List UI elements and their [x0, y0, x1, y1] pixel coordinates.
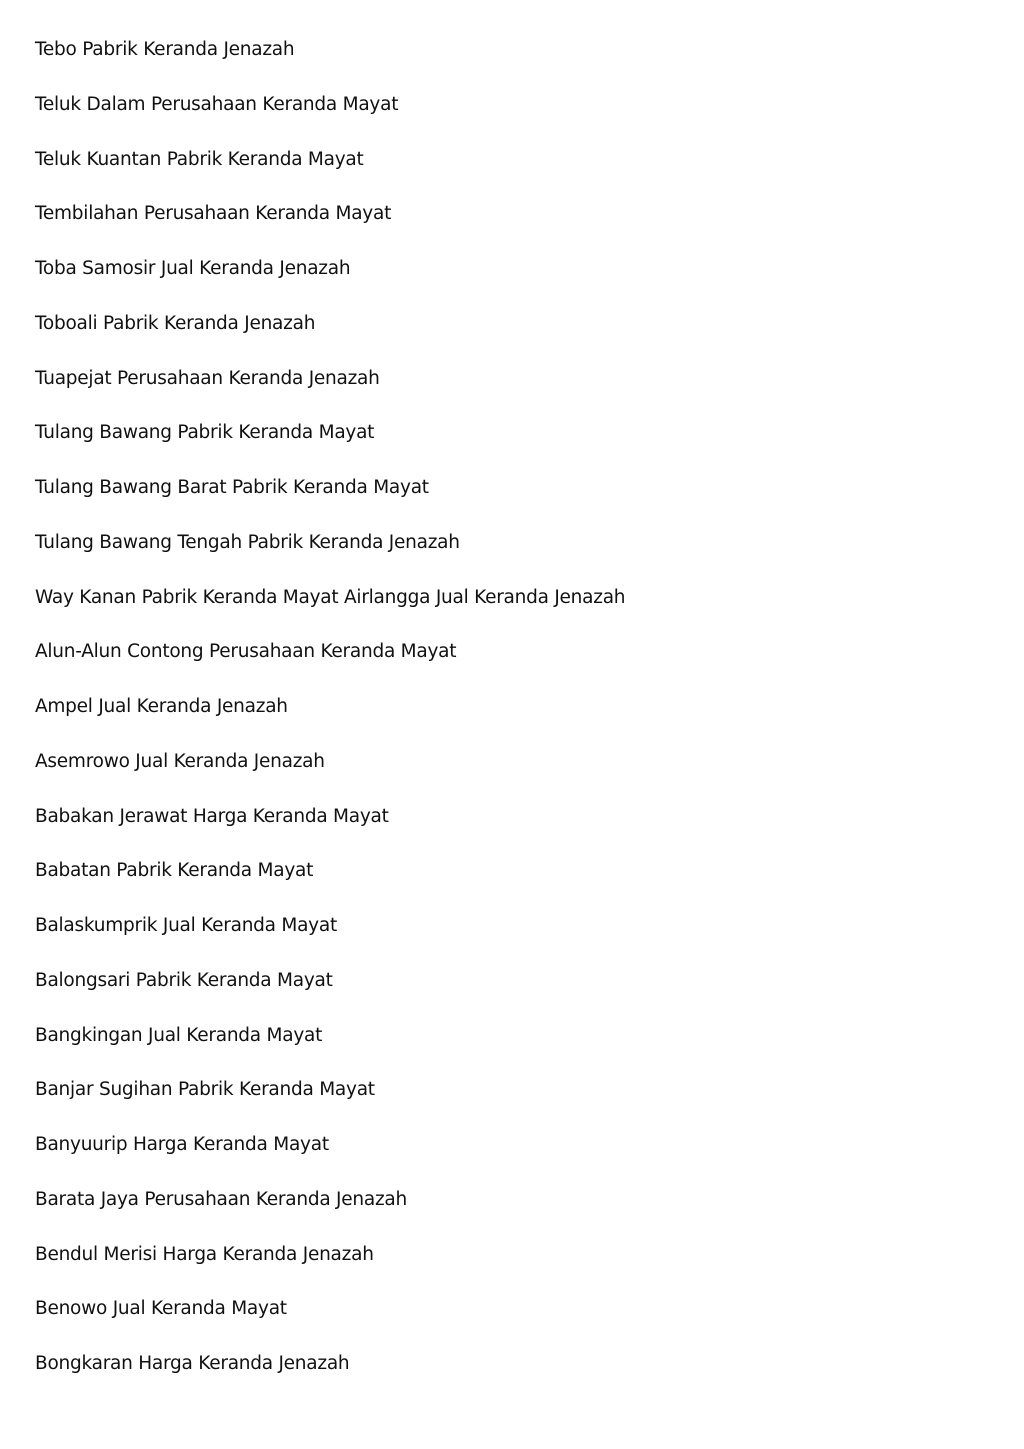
- list-item: Tuapejat Perusahaan Keranda Jenazah: [35, 367, 380, 389]
- list-item: Benowo Jual Keranda Mayat: [35, 1298, 287, 1320]
- list-item: Balaskumprik Jual Keranda Mayat: [35, 915, 337, 936]
- entry-list: [35, 36, 625, 1405]
- list-item: Babakan Jerawat Harga Keranda Mayat: [35, 805, 389, 827]
- list-item: Ampel Jual Keranda Jenazah: [35, 696, 288, 717]
- list-item: Asemrowo Jual Keranda Jenazah: [35, 750, 325, 772]
- list-item: Way Kanan Pabrik Keranda Mayat Airlangga Jual Keranda Jenazah: [35, 586, 626, 608]
- list-item: Tebo Pabrik Keranda Jenazah: [35, 39, 295, 60]
- list-item: Banyuurip Harga Keranda Mayat: [35, 1134, 329, 1155]
- list-item: Tembilahan Perusahaan Keranda Mayat: [35, 203, 392, 225]
- list-item: Alun-Alun Contong Perusahaan Keranda Mayat: [35, 641, 457, 663]
- list-item: Tulang Bawang Pabrik Keranda Mayat: [35, 422, 375, 444]
- list-item: Banjar Sugihan Pabrik Keranda Mayat: [35, 1079, 375, 1101]
- list-item: Toba Samosir Jual Keranda Jenazah: [35, 258, 351, 279]
- list-item: Bangkingan Jual Keranda Mayat: [35, 1024, 323, 1046]
- list-item: Bongkaran Harga Keranda Jenazah: [35, 1353, 350, 1374]
- list-item: Toboali Pabrik Keranda Jenazah: [35, 312, 316, 334]
- list-item: Tulang Bawang Barat Pabrik Keranda Mayat: [35, 477, 429, 498]
- list-item: Babatan Pabrik Keranda Mayat: [35, 860, 314, 882]
- list-item: Barata Jaya Perusahaan Keranda Jenazah: [35, 1188, 407, 1210]
- list-item: Teluk Kuantan Pabrik Keranda Mayat: [35, 148, 364, 170]
- list-item: Bendul Merisi Harga Keranda Jenazah: [35, 1243, 374, 1265]
- list-item: Tulang Bawang Tengah Pabrik Keranda Jenazah: [35, 531, 460, 553]
- list-item: Balongsari Pabrik Keranda Mayat: [35, 969, 333, 991]
- list-item: Teluk Dalam Perusahaan Keranda Mayat: [35, 93, 399, 115]
